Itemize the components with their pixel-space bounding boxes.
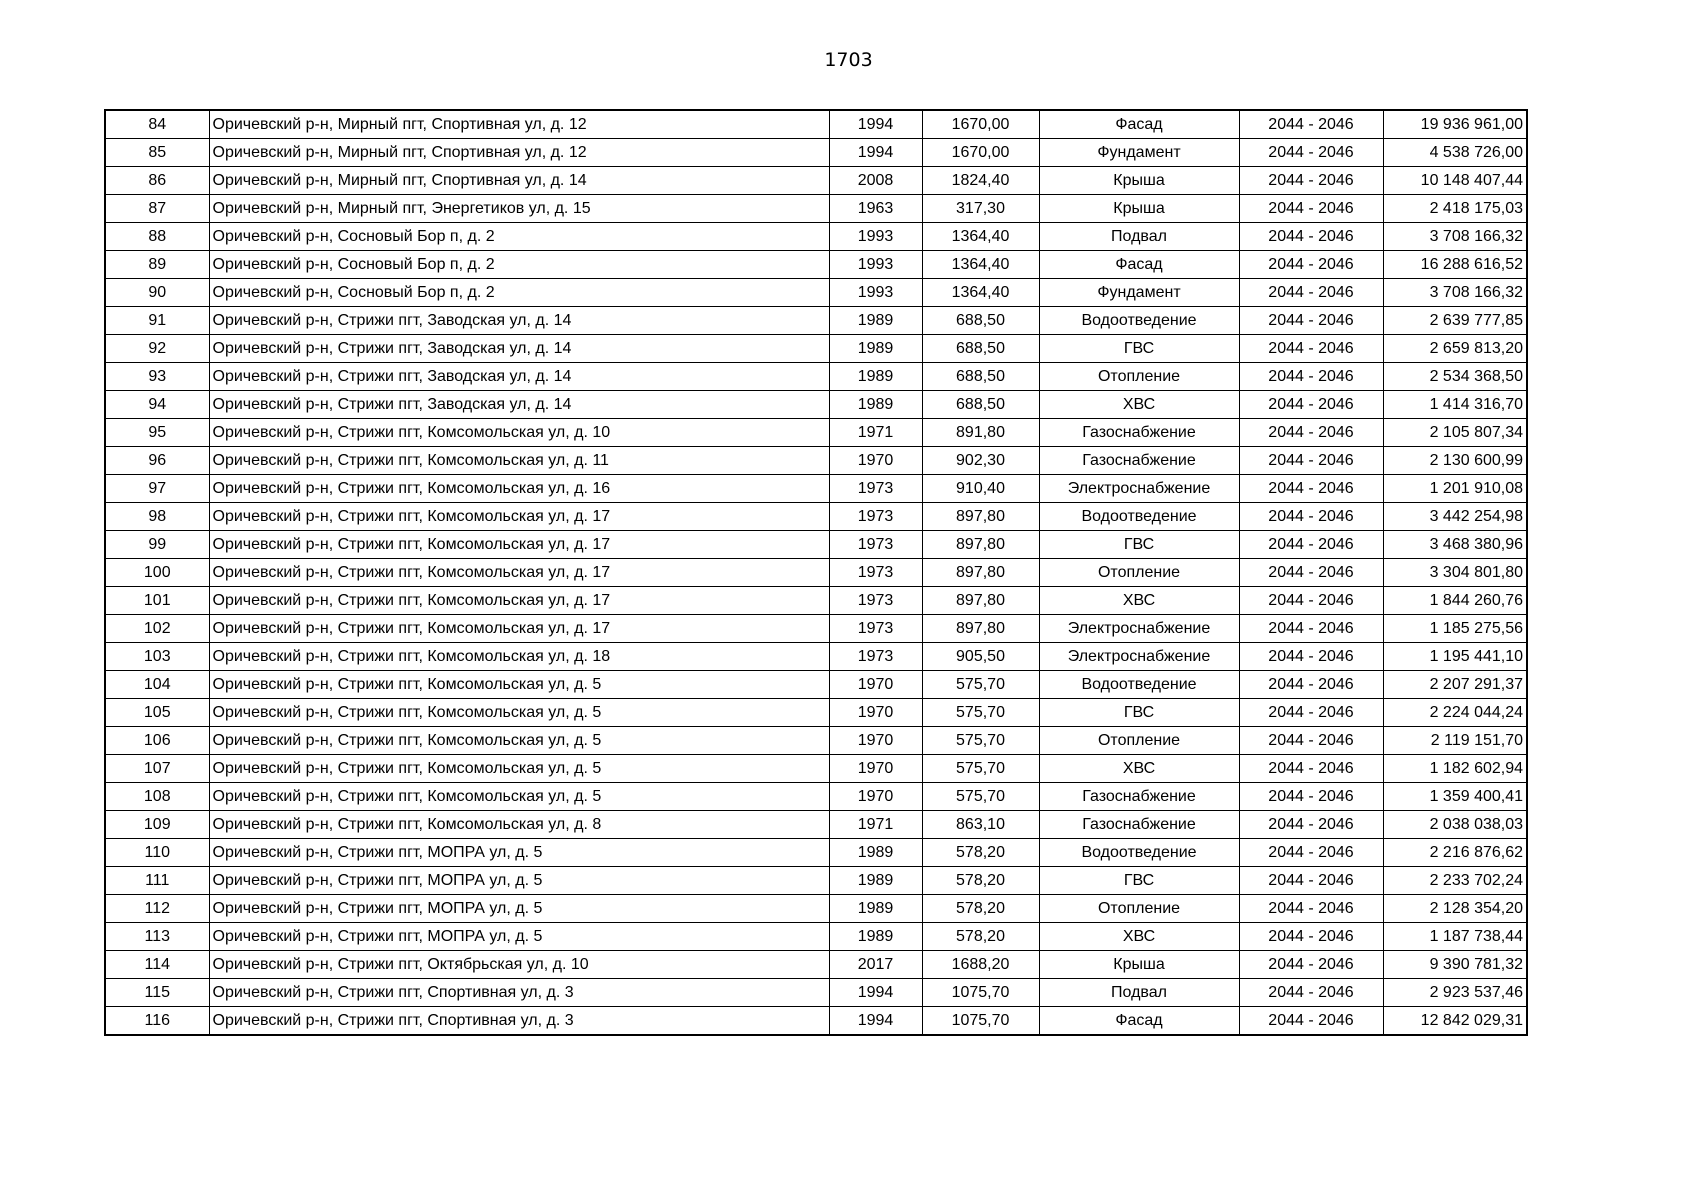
- build-year-cell: 1971: [829, 811, 922, 839]
- build-year-cell: 1994: [829, 1007, 922, 1036]
- table-row: [105, 139, 1527, 167]
- row-number-cell: 93: [105, 363, 209, 391]
- period-cell: 2044 - 2046: [1239, 643, 1383, 671]
- area-cell: 1364,40: [922, 279, 1039, 307]
- period-cell: 2044 - 2046: [1239, 139, 1383, 167]
- row-number-cell: 104: [105, 671, 209, 699]
- table-row: [105, 811, 1527, 839]
- cost-cell: 3 442 254,98: [1383, 503, 1527, 531]
- build-year-cell: 1973: [829, 643, 922, 671]
- row-number-cell: 102: [105, 615, 209, 643]
- build-year-cell: 1970: [829, 755, 922, 783]
- table-row: [105, 335, 1527, 363]
- build-year-cell: 1989: [829, 923, 922, 951]
- build-year-cell: 1989: [829, 867, 922, 895]
- row-number-cell: 114: [105, 951, 209, 979]
- cost-cell: 2 038 038,03: [1383, 811, 1527, 839]
- row-number-cell: 107: [105, 755, 209, 783]
- table-row: [105, 727, 1527, 755]
- period-cell: 2044 - 2046: [1239, 475, 1383, 503]
- row-number-cell: 111: [105, 867, 209, 895]
- period-cell: 2044 - 2046: [1239, 783, 1383, 811]
- address-cell: Оричевский р-н, Мирный пгт, Спортивная ул, д. 12: [209, 110, 829, 139]
- area-cell: 1824,40: [922, 167, 1039, 195]
- period-cell: 2044 - 2046: [1239, 559, 1383, 587]
- work-type-cell: ГВС: [1039, 699, 1239, 727]
- area-cell: 897,80: [922, 615, 1039, 643]
- work-type-cell: ГВС: [1039, 335, 1239, 363]
- table-row: [105, 110, 1527, 139]
- work-type-cell: Подвал: [1039, 979, 1239, 1007]
- cost-cell: 2 224 044,24: [1383, 699, 1527, 727]
- work-type-cell: Фасад: [1039, 110, 1239, 139]
- cost-cell: 19 936 961,00: [1383, 110, 1527, 139]
- build-year-cell: 1973: [829, 531, 922, 559]
- period-cell: 2044 - 2046: [1239, 251, 1383, 279]
- row-number-cell: 100: [105, 559, 209, 587]
- table-row: [105, 671, 1527, 699]
- build-year-cell: 1994: [829, 139, 922, 167]
- cost-cell: 1 187 738,44: [1383, 923, 1527, 951]
- address-cell: Оричевский р-н, Стрижи пгт, Комсомольская ул, д. 5: [209, 755, 829, 783]
- address-cell: Оричевский р-н, Мирный пгт, Энергетиков ул, д. 15: [209, 195, 829, 223]
- cost-cell: 2 659 813,20: [1383, 335, 1527, 363]
- work-type-cell: Газоснабжение: [1039, 419, 1239, 447]
- table-row: [105, 923, 1527, 951]
- table-row: [105, 755, 1527, 783]
- address-cell: Оричевский р-н, Стрижи пгт, Заводская ул, д. 14: [209, 335, 829, 363]
- area-cell: 891,80: [922, 419, 1039, 447]
- period-cell: 2044 - 2046: [1239, 447, 1383, 475]
- work-type-cell: Крыша: [1039, 951, 1239, 979]
- cost-cell: 3 708 166,32: [1383, 279, 1527, 307]
- address-cell: Оричевский р-н, Стрижи пгт, Октябрьская ул, д. 10: [209, 951, 829, 979]
- table-row: [105, 615, 1527, 643]
- address-cell: Оричевский р-н, Стрижи пгт, Заводская ул, д. 14: [209, 363, 829, 391]
- table-row: [105, 643, 1527, 671]
- cost-cell: 2 119 151,70: [1383, 727, 1527, 755]
- address-cell: Оричевский р-н, Мирный пгт, Спортивная ул, д. 14: [209, 167, 829, 195]
- build-year-cell: 1970: [829, 699, 922, 727]
- row-number-cell: 90: [105, 279, 209, 307]
- cost-cell: 3 468 380,96: [1383, 531, 1527, 559]
- area-cell: 1688,20: [922, 951, 1039, 979]
- area-cell: 897,80: [922, 531, 1039, 559]
- table-row: [105, 783, 1527, 811]
- period-cell: 2044 - 2046: [1239, 979, 1383, 1007]
- address-cell: Оричевский р-н, Мирный пгт, Спортивная ул, д. 12: [209, 139, 829, 167]
- table-row: [105, 867, 1527, 895]
- table-row: [105, 1007, 1527, 1036]
- area-cell: 1075,70: [922, 1007, 1039, 1036]
- build-year-cell: 1973: [829, 587, 922, 615]
- address-cell: Оричевский р-н, Стрижи пгт, Комсомольская ул, д. 5: [209, 671, 829, 699]
- period-cell: 2044 - 2046: [1239, 363, 1383, 391]
- address-cell: Оричевский р-н, Сосновый Бор п, д. 2: [209, 279, 829, 307]
- period-cell: 2044 - 2046: [1239, 391, 1383, 419]
- address-cell: Оричевский р-н, Стрижи пгт, МОПРА ул, д. 5: [209, 895, 829, 923]
- work-type-cell: Электроснабжение: [1039, 643, 1239, 671]
- row-number-cell: 95: [105, 419, 209, 447]
- table-row: [105, 167, 1527, 195]
- work-type-cell: Подвал: [1039, 223, 1239, 251]
- build-year-cell: 2017: [829, 951, 922, 979]
- area-cell: 897,80: [922, 503, 1039, 531]
- cost-cell: 2 233 702,24: [1383, 867, 1527, 895]
- table-body: [105, 110, 1527, 1035]
- table-row: [105, 531, 1527, 559]
- table-row: [105, 447, 1527, 475]
- cost-cell: 2 418 175,03: [1383, 195, 1527, 223]
- build-year-cell: 1993: [829, 223, 922, 251]
- cost-cell: 1 201 910,08: [1383, 475, 1527, 503]
- work-type-cell: Фасад: [1039, 251, 1239, 279]
- address-cell: Оричевский р-н, Стрижи пгт, Спортивная ул, д. 3: [209, 979, 829, 1007]
- row-number-cell: 84: [105, 110, 209, 139]
- table-row: [105, 307, 1527, 335]
- area-cell: 1075,70: [922, 979, 1039, 1007]
- build-year-cell: 1970: [829, 671, 922, 699]
- cost-cell: 1 185 275,56: [1383, 615, 1527, 643]
- table-row: [105, 475, 1527, 503]
- cost-cell: 16 288 616,52: [1383, 251, 1527, 279]
- address-cell: Оричевский р-н, Стрижи пгт, Комсомольская ул, д. 17: [209, 615, 829, 643]
- row-number-cell: 113: [105, 923, 209, 951]
- period-cell: 2044 - 2046: [1239, 110, 1383, 139]
- table-row: [105, 979, 1527, 1007]
- row-number-cell: 101: [105, 587, 209, 615]
- build-year-cell: 1994: [829, 979, 922, 1007]
- area-cell: 897,80: [922, 587, 1039, 615]
- build-year-cell: 1989: [829, 363, 922, 391]
- work-type-cell: Крыша: [1039, 167, 1239, 195]
- area-cell: 1670,00: [922, 110, 1039, 139]
- area-cell: 1670,00: [922, 139, 1039, 167]
- cost-cell: 3 304 801,80: [1383, 559, 1527, 587]
- address-cell: Оричевский р-н, Стрижи пгт, Заводская ул, д. 14: [209, 307, 829, 335]
- work-type-cell: Газоснабжение: [1039, 811, 1239, 839]
- work-type-cell: Водоотведение: [1039, 839, 1239, 867]
- period-cell: 2044 - 2046: [1239, 223, 1383, 251]
- work-type-cell: Фундамент: [1039, 139, 1239, 167]
- area-cell: 905,50: [922, 643, 1039, 671]
- area-cell: 902,30: [922, 447, 1039, 475]
- area-cell: 688,50: [922, 363, 1039, 391]
- cost-cell: 2 128 354,20: [1383, 895, 1527, 923]
- page-number: 1703: [824, 49, 873, 71]
- address-cell: Оричевский р-н, Стрижи пгт, Комсомольская ул, д. 5: [209, 727, 829, 755]
- work-type-cell: Электроснабжение: [1039, 615, 1239, 643]
- build-year-cell: 1989: [829, 335, 922, 363]
- address-cell: Оричевский р-н, Стрижи пгт, МОПРА ул, д. 5: [209, 867, 829, 895]
- cost-cell: 2 207 291,37: [1383, 671, 1527, 699]
- address-cell: Оричевский р-н, Стрижи пгт, Заводская ул, д. 14: [209, 391, 829, 419]
- row-number-cell: 103: [105, 643, 209, 671]
- address-cell: Оричевский р-н, Стрижи пгт, МОПРА ул, д. 5: [209, 923, 829, 951]
- build-year-cell: 1970: [829, 727, 922, 755]
- table-row: [105, 419, 1527, 447]
- cost-cell: 12 842 029,31: [1383, 1007, 1527, 1036]
- address-cell: Оричевский р-н, Сосновый Бор п, д. 2: [209, 223, 829, 251]
- work-type-cell: Отопление: [1039, 363, 1239, 391]
- period-cell: 2044 - 2046: [1239, 279, 1383, 307]
- period-cell: 2044 - 2046: [1239, 727, 1383, 755]
- address-cell: Оричевский р-н, Стрижи пгт, Комсомольская ул, д. 10: [209, 419, 829, 447]
- area-cell: 1364,40: [922, 251, 1039, 279]
- area-cell: 688,50: [922, 335, 1039, 363]
- row-number-cell: 94: [105, 391, 209, 419]
- row-number-cell: 109: [105, 811, 209, 839]
- repair-schedule-table: [104, 109, 1528, 1036]
- table-row: [105, 699, 1527, 727]
- period-cell: 2044 - 2046: [1239, 1007, 1383, 1036]
- area-cell: 575,70: [922, 783, 1039, 811]
- cost-cell: 9 390 781,32: [1383, 951, 1527, 979]
- work-type-cell: Газоснабжение: [1039, 783, 1239, 811]
- cost-cell: 2 534 368,50: [1383, 363, 1527, 391]
- build-year-cell: 1970: [829, 447, 922, 475]
- period-cell: 2044 - 2046: [1239, 503, 1383, 531]
- area-cell: 688,50: [922, 307, 1039, 335]
- build-year-cell: 1993: [829, 279, 922, 307]
- work-type-cell: ХВС: [1039, 391, 1239, 419]
- row-number-cell: 96: [105, 447, 209, 475]
- table-row: [105, 895, 1527, 923]
- address-cell: Оричевский р-н, Стрижи пгт, Комсомольская ул, д. 17: [209, 559, 829, 587]
- cost-cell: 2 639 777,85: [1383, 307, 1527, 335]
- period-cell: 2044 - 2046: [1239, 615, 1383, 643]
- work-type-cell: Отопление: [1039, 727, 1239, 755]
- period-cell: 2044 - 2046: [1239, 587, 1383, 615]
- period-cell: 2044 - 2046: [1239, 531, 1383, 559]
- work-type-cell: Крыша: [1039, 195, 1239, 223]
- period-cell: 2044 - 2046: [1239, 307, 1383, 335]
- table-row: [105, 587, 1527, 615]
- row-number-cell: 105: [105, 699, 209, 727]
- row-number-cell: 89: [105, 251, 209, 279]
- cost-cell: 1 414 316,70: [1383, 391, 1527, 419]
- area-cell: 575,70: [922, 699, 1039, 727]
- table-row: [105, 279, 1527, 307]
- cost-cell: 2 130 600,99: [1383, 447, 1527, 475]
- build-year-cell: 1971: [829, 419, 922, 447]
- cost-cell: 10 148 407,44: [1383, 167, 1527, 195]
- area-cell: 910,40: [922, 475, 1039, 503]
- work-type-cell: Отопление: [1039, 559, 1239, 587]
- build-year-cell: 1989: [829, 839, 922, 867]
- work-type-cell: Водоотведение: [1039, 307, 1239, 335]
- area-cell: 578,20: [922, 839, 1039, 867]
- table-row: [105, 195, 1527, 223]
- address-cell: Оричевский р-н, Сосновый Бор п, д. 2: [209, 251, 829, 279]
- area-cell: 578,20: [922, 923, 1039, 951]
- period-cell: 2044 - 2046: [1239, 699, 1383, 727]
- address-cell: Оричевский р-н, Стрижи пгт, Комсомольская ул, д. 18: [209, 643, 829, 671]
- area-cell: 578,20: [922, 867, 1039, 895]
- build-year-cell: 1973: [829, 559, 922, 587]
- area-cell: 688,50: [922, 391, 1039, 419]
- build-year-cell: 1989: [829, 895, 922, 923]
- period-cell: 2044 - 2046: [1239, 811, 1383, 839]
- period-cell: 2044 - 2046: [1239, 419, 1383, 447]
- address-cell: Оричевский р-н, Стрижи пгт, Комсомольская ул, д. 17: [209, 587, 829, 615]
- period-cell: 2044 - 2046: [1239, 335, 1383, 363]
- cost-cell: 3 708 166,32: [1383, 223, 1527, 251]
- build-year-cell: 1989: [829, 307, 922, 335]
- row-number-cell: 87: [105, 195, 209, 223]
- build-year-cell: 1970: [829, 783, 922, 811]
- period-cell: 2044 - 2046: [1239, 951, 1383, 979]
- cost-cell: 2 923 537,46: [1383, 979, 1527, 1007]
- work-type-cell: Водоотведение: [1039, 503, 1239, 531]
- area-cell: 863,10: [922, 811, 1039, 839]
- work-type-cell: Фасад: [1039, 1007, 1239, 1036]
- period-cell: 2044 - 2046: [1239, 923, 1383, 951]
- area-cell: 575,70: [922, 755, 1039, 783]
- period-cell: 2044 - 2046: [1239, 839, 1383, 867]
- period-cell: 2044 - 2046: [1239, 167, 1383, 195]
- row-number-cell: 115: [105, 979, 209, 1007]
- period-cell: 2044 - 2046: [1239, 867, 1383, 895]
- work-type-cell: Газоснабжение: [1039, 447, 1239, 475]
- work-type-cell: ХВС: [1039, 923, 1239, 951]
- build-year-cell: 1993: [829, 251, 922, 279]
- period-cell: 2044 - 2046: [1239, 895, 1383, 923]
- table-row: [105, 223, 1527, 251]
- row-number-cell: 108: [105, 783, 209, 811]
- row-number-cell: 88: [105, 223, 209, 251]
- address-cell: Оричевский р-н, Стрижи пгт, Комсомольская ул, д. 8: [209, 811, 829, 839]
- cost-cell: 1 359 400,41: [1383, 783, 1527, 811]
- build-year-cell: 1973: [829, 615, 922, 643]
- work-type-cell: ГВС: [1039, 867, 1239, 895]
- row-number-cell: 116: [105, 1007, 209, 1036]
- address-cell: Оричевский р-н, Стрижи пгт, Спортивная ул, д. 3: [209, 1007, 829, 1036]
- period-cell: 2044 - 2046: [1239, 755, 1383, 783]
- table-row: [105, 951, 1527, 979]
- build-year-cell: 1963: [829, 195, 922, 223]
- area-cell: 578,20: [922, 895, 1039, 923]
- cost-cell: 1 195 441,10: [1383, 643, 1527, 671]
- address-cell: Оричевский р-н, Стрижи пгт, Комсомольская ул, д. 5: [209, 783, 829, 811]
- work-type-cell: ГВС: [1039, 531, 1239, 559]
- work-type-cell: Фундамент: [1039, 279, 1239, 307]
- cost-cell: 4 538 726,00: [1383, 139, 1527, 167]
- row-number-cell: 92: [105, 335, 209, 363]
- build-year-cell: 1973: [829, 503, 922, 531]
- work-type-cell: Водоотведение: [1039, 671, 1239, 699]
- cost-cell: 1 844 260,76: [1383, 587, 1527, 615]
- area-cell: 1364,40: [922, 223, 1039, 251]
- row-number-cell: 112: [105, 895, 209, 923]
- build-year-cell: 1973: [829, 475, 922, 503]
- row-number-cell: 98: [105, 503, 209, 531]
- build-year-cell: 1994: [829, 110, 922, 139]
- row-number-cell: 91: [105, 307, 209, 335]
- cost-cell: 1 182 602,94: [1383, 755, 1527, 783]
- work-type-cell: Отопление: [1039, 895, 1239, 923]
- address-cell: Оричевский р-н, Стрижи пгт, Комсомольская ул, д. 17: [209, 531, 829, 559]
- address-cell: Оричевский р-н, Стрижи пгт, Комсомольская ул, д. 16: [209, 475, 829, 503]
- period-cell: 2044 - 2046: [1239, 195, 1383, 223]
- table-row: [105, 251, 1527, 279]
- period-cell: 2044 - 2046: [1239, 671, 1383, 699]
- area-cell: 317,30: [922, 195, 1039, 223]
- cost-cell: 2 105 807,34: [1383, 419, 1527, 447]
- address-cell: Оричевский р-н, Стрижи пгт, Комсомольская ул, д. 17: [209, 503, 829, 531]
- address-cell: Оричевский р-н, Стрижи пгт, Комсомольская ул, д. 11: [209, 447, 829, 475]
- work-type-cell: Электроснабжение: [1039, 475, 1239, 503]
- table-row: [105, 391, 1527, 419]
- work-type-cell: ХВС: [1039, 755, 1239, 783]
- address-cell: Оричевский р-н, Стрижи пгт, Комсомольская ул, д. 5: [209, 699, 829, 727]
- row-number-cell: 85: [105, 139, 209, 167]
- row-number-cell: 99: [105, 531, 209, 559]
- row-number-cell: 110: [105, 839, 209, 867]
- area-cell: 575,70: [922, 727, 1039, 755]
- row-number-cell: 97: [105, 475, 209, 503]
- table-row: [105, 363, 1527, 391]
- table-row: [105, 839, 1527, 867]
- work-type-cell: ХВС: [1039, 587, 1239, 615]
- build-year-cell: 1989: [829, 391, 922, 419]
- area-cell: 575,70: [922, 671, 1039, 699]
- row-number-cell: 106: [105, 727, 209, 755]
- table-row: [105, 503, 1527, 531]
- area-cell: 897,80: [922, 559, 1039, 587]
- address-cell: Оричевский р-н, Стрижи пгт, МОПРА ул, д. 5: [209, 839, 829, 867]
- cost-cell: 2 216 876,62: [1383, 839, 1527, 867]
- build-year-cell: 2008: [829, 167, 922, 195]
- table-row: [105, 559, 1527, 587]
- row-number-cell: 86: [105, 167, 209, 195]
